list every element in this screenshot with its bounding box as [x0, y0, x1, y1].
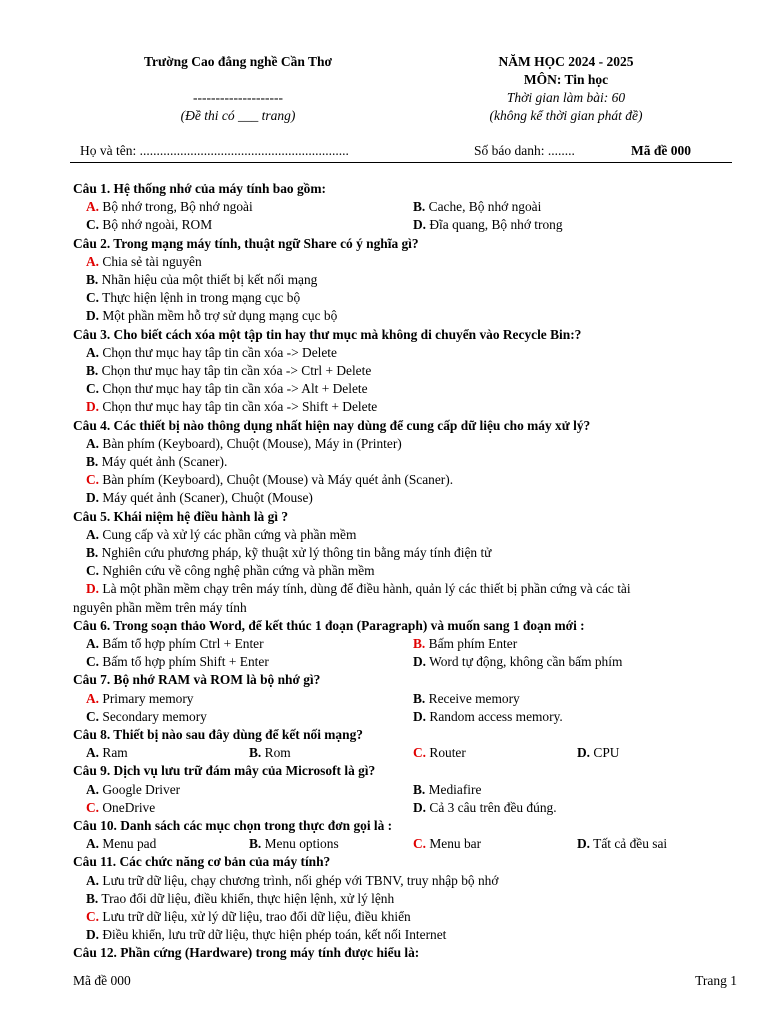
option-row: [73, 198, 733, 216]
option-a: [86, 744, 128, 762]
question-2: Câu 2. Trong mạng máy tính, thuật ngữ Share có ý nghĩa gì?: [73, 235, 419, 251]
question-12: Câu 12. Phần cứng (Hardware) trong máy tính được hiểu là:: [73, 945, 420, 961]
option-text: Ram: [102, 745, 128, 761]
question-5: Câu 5. Khái niệm hệ điều hành là gì ?: [73, 508, 289, 524]
option-row: [73, 690, 733, 708]
option-d: [73, 926, 733, 944]
option-text: CPU: [593, 745, 620, 761]
option-c: [73, 289, 733, 307]
option-d: [413, 799, 557, 817]
student-name-label: Họ và tên: ..............................................................: [80, 143, 349, 158]
option-letter: C.: [86, 799, 100, 815]
option-text: Cache, Bộ nhớ ngoài: [428, 199, 542, 215]
header-dashes: --------------------: [193, 90, 283, 105]
option-letter: C.: [413, 745, 427, 761]
option-text: Tất cả đều sai: [593, 836, 668, 852]
question-3: Câu 3. Cho biết cách xóa một tập tin hay thư mục mà không di chuyển vào Recycle Bin:?: [73, 326, 582, 342]
option-text: Một phần mềm hỗ trợ sử dụng mạng cục bộ: [102, 308, 338, 324]
option-text: Chọn thư mục hay tâp tin cần xóa -> Ctrl + Delete: [101, 363, 372, 378]
option-b: [73, 271, 733, 289]
option-letter: A.: [86, 690, 100, 706]
option-c: [73, 471, 733, 489]
option-text: Primary memory: [102, 690, 194, 706]
option-a: [86, 198, 253, 216]
option-text: Trao đổi dữ liệu, điều khiển, thực hiện lệnh, xử lý lệnh: [101, 890, 395, 906]
pages-note: (Đề thi có ___ trang): [180, 108, 296, 123]
option-letter: C.: [86, 472, 100, 488]
option-a: [73, 435, 733, 453]
option-letter: C.: [86, 217, 100, 233]
exam-code: Mã đề 000: [631, 143, 691, 158]
option-text: Bấm phím Enter: [428, 636, 518, 652]
option-text: Bộ nhớ trong, Bộ nhớ ngoài: [102, 199, 253, 215]
option-b: [73, 890, 733, 908]
option-a: [86, 690, 194, 708]
question-10: Câu 10. Danh sách các mục chọn trong thực đơn gọi là :: [73, 817, 393, 833]
option-text: Chọn thư mục hay tâp tin cần xóa -> Alt + Delete: [102, 381, 368, 397]
option-letter: A.: [86, 836, 100, 852]
option-row: [73, 635, 733, 653]
option-b: [413, 690, 520, 708]
option-row: [73, 799, 733, 817]
option-letter: B.: [249, 836, 262, 852]
option-c: [86, 653, 269, 671]
option-row: [73, 744, 733, 762]
option-d-continuation: nguyên phần mềm trên máy tính: [73, 599, 247, 615]
option-text: Là một phần mềm chạy trên máy tính, dùng để điều hành, quản lý các thiết bị phần cứng và các tài: [102, 581, 631, 597]
option-b: [249, 744, 291, 762]
option-text: Điều khiển, lưu trữ dữ liệu, thực hiện phép toán, kết nối Internet: [102, 927, 447, 943]
option-d: [73, 580, 733, 598]
question-11: Câu 11. Các chức năng cơ bản của máy tính?: [73, 854, 331, 870]
option-letter: B.: [86, 454, 99, 470]
option-letter: B.: [86, 271, 99, 287]
option-letter: A.: [86, 199, 100, 215]
footer-page-number: Trang 1: [695, 973, 737, 988]
option-letter: B.: [86, 890, 99, 906]
option-d: [73, 398, 733, 416]
option-letter: C.: [86, 908, 100, 924]
option-text: Máy quét ảnh (Scaner).: [101, 454, 228, 470]
question-1: Câu 1. Hệ thống nhớ của máy tính bao gồm:: [73, 181, 326, 196]
option-text: Router: [429, 745, 466, 761]
option-c: [73, 908, 733, 926]
header-divider: [70, 162, 732, 163]
option-letter: B.: [249, 745, 262, 761]
option-text: Nghiên cứu về công nghệ phần cứng và phần mềm: [102, 563, 375, 579]
option-text: Bàn phím (Keyboard), Chuột (Mouse), Máy in (Printer): [102, 435, 402, 451]
option-a: [86, 635, 264, 653]
option-letter: D.: [413, 708, 427, 724]
option-row: [73, 216, 733, 234]
option-text: Rom: [264, 745, 291, 761]
option-letter: A.: [86, 872, 100, 888]
option-letter: B.: [413, 781, 426, 797]
option-text: Chia sẻ tài nguyên: [102, 253, 202, 269]
option-text: Menu bar: [429, 836, 482, 852]
option-a: [86, 835, 156, 853]
option-text: Máy quét ảnh (Scaner), Chuột (Mouse): [102, 490, 313, 506]
option-row: [73, 781, 733, 799]
option-d: [73, 307, 733, 325]
option-c: [73, 380, 733, 398]
option-letter: A.: [86, 781, 100, 797]
option-letter: A.: [86, 344, 100, 360]
option-d: [577, 744, 619, 762]
option-text: Mediafire: [428, 781, 482, 797]
option-text: Bấm tổ hợp phím Shift + Enter: [102, 654, 269, 670]
option-text: Secondary memory: [102, 708, 207, 724]
option-row: [73, 708, 733, 726]
option-letter: D.: [577, 745, 591, 761]
option-letter: C.: [86, 654, 100, 670]
option-c: [413, 835, 481, 853]
student-id-label: Số báo danh: ........: [474, 143, 575, 158]
option-text: Nghiên cứu phương pháp, kỹ thuật xử lý thông tin bằng máy tính điện tử: [101, 545, 492, 561]
option-text: Đĩa quang, Bộ nhớ trong: [429, 217, 563, 233]
option-text: Nhãn hiệu của một thiết bị kết nối mạng: [101, 271, 318, 287]
option-text: Bấm tổ hợp phím Ctrl + Enter: [102, 636, 264, 652]
option-letter: D.: [86, 308, 100, 324]
header-right: [446, 53, 686, 125]
option-letter: C.: [86, 708, 100, 724]
option-letter: C.: [86, 563, 100, 579]
exam-time: Thời gian làm bài: 60: [506, 90, 626, 105]
option-letter: C.: [413, 836, 427, 852]
option-c: [413, 744, 466, 762]
option-text: Google Driver: [102, 781, 181, 797]
option-b: [73, 362, 733, 380]
option-letter: D.: [86, 490, 100, 506]
option-text: OneDrive: [102, 799, 156, 815]
option-d: [73, 489, 733, 507]
option-text: Cung cấp và xử lý các phần cứng và phần mềm: [102, 526, 357, 542]
option-letter: B.: [413, 690, 426, 706]
question-9: Câu 9. Dịch vụ lưu trữ đám mây của Microsoft là gì?: [73, 763, 376, 779]
exam-time-note: (không kể thời gian phát đề): [489, 108, 643, 123]
option-letter: B.: [86, 363, 99, 378]
option-letter: C.: [86, 381, 100, 397]
subject: MÔN: Tin học: [523, 72, 609, 87]
option-b: [73, 453, 733, 471]
option-letter: B.: [86, 545, 99, 561]
option-c: [86, 216, 212, 234]
option-d: [577, 835, 667, 853]
school-name: Trường Cao đẳng nghề Cần Thơ: [144, 54, 332, 69]
option-letter: A.: [86, 253, 100, 269]
option-b: [413, 781, 481, 799]
question-4: Câu 4. Các thiết bị nào thông dụng nhất hiện nay dùng để cung cấp dữ liệu cho máy xử lý?: [73, 417, 591, 433]
option-d: [413, 216, 563, 234]
school-year: NĂM HỌC 2024 - 2025: [498, 54, 634, 69]
option-b: [249, 835, 339, 853]
option-text: Random access memory.: [429, 708, 563, 724]
header-left: [88, 53, 388, 125]
option-text: Bộ nhớ ngoài, ROM: [102, 217, 213, 233]
option-b: [73, 544, 733, 562]
option-c: [86, 708, 207, 726]
option-text: Menu options: [264, 836, 339, 852]
option-text: Lưu trữ dữ liệu, xử lý dữ liệu, trao đổi dữ liệu, điều khiển: [102, 908, 411, 924]
question-list: [73, 180, 733, 963]
question-6: Câu 6. Trong soạn thảo Word, để kết thúc 1 đoạn (Paragraph) và muốn sang 1 đoạn mới :: [73, 617, 585, 633]
option-letter: D.: [413, 799, 427, 815]
question-7: Câu 7. Bộ nhớ RAM và ROM là bộ nhớ gì?: [73, 672, 321, 688]
option-letter: D.: [413, 654, 427, 670]
option-c: [86, 799, 155, 817]
option-a: [86, 781, 180, 799]
option-b: [413, 198, 541, 216]
option-a: [73, 253, 733, 271]
option-letter: D.: [413, 217, 427, 233]
option-a: [73, 344, 733, 362]
option-text: Chọn thư mục hay tâp tin cần xóa -> Shift + Delete: [102, 399, 378, 415]
option-letter: A.: [86, 745, 100, 761]
option-text: Bàn phím (Keyboard), Chuột (Mouse) và Máy quét ảnh (Scaner).: [102, 472, 454, 488]
option-text: Receive memory: [428, 690, 520, 706]
option-letter: D.: [86, 927, 100, 943]
option-letter: C.: [86, 290, 100, 306]
option-letter: A.: [86, 435, 100, 451]
option-letter: B.: [413, 636, 426, 652]
option-text: Thực hiện lệnh in trong mạng cục bộ: [102, 290, 301, 306]
option-row: [73, 835, 733, 853]
option-c: [73, 562, 733, 580]
option-b: [413, 635, 517, 653]
option-text: Chọn thư mục hay tâp tin cần xóa -> Delete: [102, 344, 337, 360]
option-a: [73, 872, 733, 890]
question-8: Câu 8. Thiết bị nào sau đây dùng để kết nối mạng?: [73, 727, 363, 742]
option-letter: A.: [86, 526, 100, 542]
option-letter: A.: [86, 636, 100, 652]
option-letter: D.: [86, 399, 100, 415]
option-a: [73, 526, 733, 544]
footer-exam-code: Mã đề 000: [73, 973, 131, 988]
option-d: [413, 708, 563, 726]
option-text: Menu pad: [102, 836, 157, 852]
option-text: Word tự động, không cần bấm phím: [429, 654, 623, 670]
option-letter: D.: [86, 581, 100, 597]
option-d: [413, 653, 622, 671]
option-letter: D.: [577, 836, 591, 852]
student-info-row: [80, 143, 730, 161]
option-text: Lưu trữ dữ liệu, chạy chương trình, nối ghép với TBNV, truy nhập bộ nhớ: [102, 872, 499, 888]
option-letter: B.: [413, 199, 426, 215]
option-text: Cả 3 câu trên đều đúng.: [429, 799, 557, 815]
option-row: [73, 653, 733, 671]
